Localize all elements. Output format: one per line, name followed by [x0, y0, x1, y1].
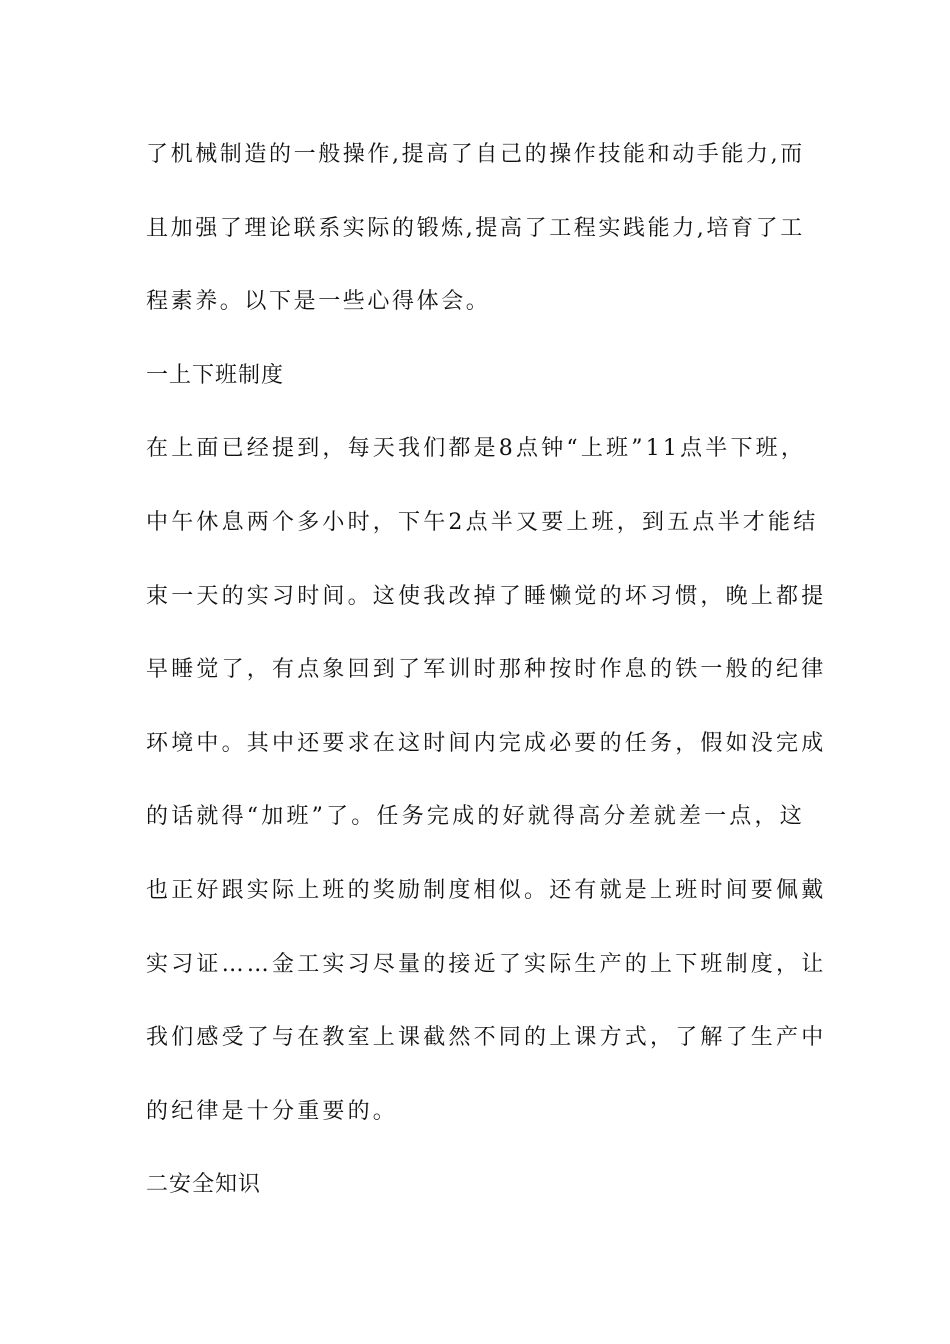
paragraph-line: 程素养。以下是一些心得体会。 [146, 289, 491, 315]
section-heading: 二安全知识 [146, 1172, 262, 1198]
paragraph-line: 且加强了理论联系实际的锻炼,提高了工程实践能力,培育了工 [146, 215, 805, 241]
paragraph-line: 中午休息两个多小时，下午2点半又要上班，到五点半才能结 [146, 509, 819, 535]
section-heading: 一上下班制度 [146, 362, 285, 388]
paragraph-line: 在上面已经提到，每天我们都是8点钟“上班”11点半下班， [146, 436, 807, 462]
paragraph-line: 实习证……金工实习尽量的接近了实际生产的上下班制度，让 [146, 951, 827, 977]
paragraph-line: 也正好跟实际上班的奖励制度相似。还有就是上班时间要佩戴 [146, 877, 827, 903]
paragraph-line: 束一天的实习时间。这使我改掉了睡懒觉的坏习惯，晚上都提 [146, 583, 827, 609]
paragraph-line: 环境中。其中还要求在这时间内完成必要的任务，假如没完成 [146, 730, 827, 756]
document-body [146, 130, 827, 1234]
paragraph-line: 我们感受了与在教室上课截然不同的上课方式，了解了生产中 [146, 1025, 827, 1051]
paragraph-line: 早睡觉了，有点象回到了军训时那种按时作息的铁一般的纪律 [146, 657, 827, 683]
paragraph-line: 的纪律是十分重要的。 [146, 1098, 399, 1124]
paragraph-line: 的话就得“加班”了。任务完成的好就得高分差就差一点，这 [146, 804, 805, 830]
paragraph-line: 了机械制造的一般操作,提高了自己的操作技能和动手能力,而 [146, 142, 805, 167]
